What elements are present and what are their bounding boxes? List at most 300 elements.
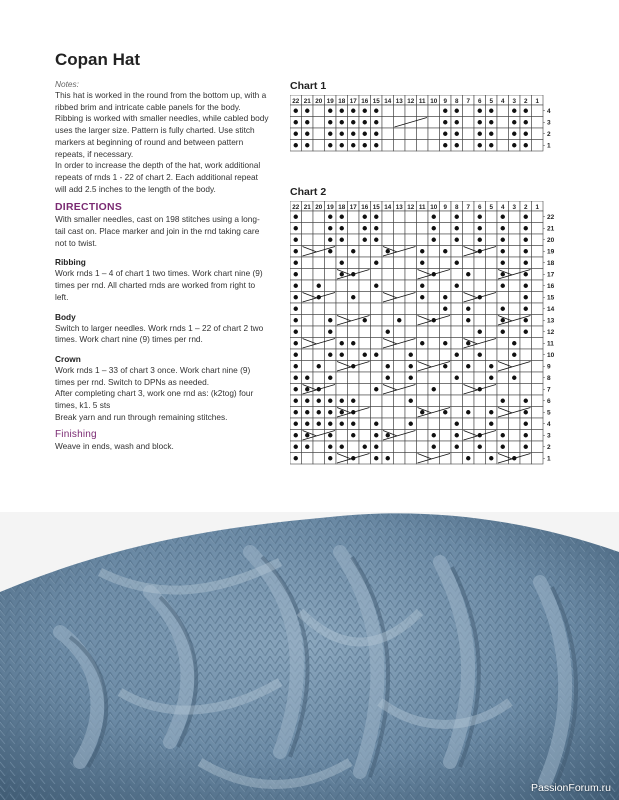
- chart2-col-label: 19: [326, 204, 334, 211]
- chart1-col-label: 5: [489, 98, 494, 105]
- chart2-cell: [509, 418, 521, 430]
- chart1-purl-dot: [294, 120, 298, 124]
- chart2-purl-dot: [501, 238, 505, 242]
- chart1-cell: [313, 140, 325, 152]
- chart2-cell: [348, 384, 360, 396]
- chart2-col-label: 2: [523, 204, 528, 211]
- chart2-purl-dot: [501, 399, 505, 403]
- chart1-purl-dot: [294, 143, 298, 147]
- chart2-col-label: 21: [303, 204, 311, 211]
- chart1-col-label: 1: [535, 98, 540, 105]
- chart2-purl-dot: [386, 364, 390, 368]
- chart2-cell: [428, 418, 440, 430]
- chart1-purl-dot: [489, 143, 493, 147]
- chart2-purl-dot: [374, 445, 378, 449]
- chart2-purl-dot: [340, 399, 344, 403]
- chart2-purl-dot: [501, 284, 505, 288]
- chart2-cell: [302, 292, 314, 304]
- chart2-cell: [486, 395, 498, 407]
- chart2-cell: [486, 384, 498, 396]
- chart2-purl-dot: [374, 284, 378, 288]
- chart2-cell: [463, 441, 475, 453]
- instructions-column: [55, 50, 270, 453]
- chart2-cell: [348, 303, 360, 315]
- chart1-col-label: 3: [512, 98, 517, 105]
- chart2-cell: [497, 418, 509, 430]
- chart2-cell: [474, 280, 486, 292]
- chart2-purl-dot: [478, 330, 482, 334]
- chart2-cell: [486, 223, 498, 235]
- chart2-purl-dot: [397, 318, 401, 322]
- chart2-purl-dot: [466, 341, 470, 345]
- chart2-cell: [532, 269, 544, 281]
- chart2-purl-dot: [374, 238, 378, 242]
- chart2-cell: [486, 257, 498, 269]
- chart2-cell: [451, 246, 463, 258]
- chart1-cell: [463, 128, 475, 140]
- chart2-cell: [451, 303, 463, 315]
- chart2-cell: [428, 280, 440, 292]
- chart2-cell: [451, 407, 463, 419]
- chart1-purl-dot: [524, 132, 528, 136]
- chart2-col-label: 11: [418, 204, 426, 211]
- chart2-cell: [394, 257, 406, 269]
- crown-text-3: Break yarn and run through remaining stitches.: [55, 411, 228, 422]
- chart2-cell: [497, 338, 509, 350]
- chart1-purl-dot: [478, 109, 482, 113]
- chart2-cell: [325, 292, 337, 304]
- chart1-purl-dot: [294, 109, 298, 113]
- chart2-purl-dot: [374, 261, 378, 265]
- chart2-cell: [440, 430, 452, 442]
- chart1-cell: [417, 117, 429, 129]
- chart2-purl-dot: [524, 330, 528, 334]
- chart2-purl-dot: [374, 456, 378, 460]
- chart2-cell: [371, 315, 383, 327]
- chart2-cell: [463, 430, 475, 442]
- chart2-purl-dot: [328, 249, 332, 253]
- chart2-purl-dot: [363, 318, 367, 322]
- chart2-purl-dot: [340, 410, 344, 414]
- chart1-cell: [417, 105, 429, 117]
- chart2-purl-dot: [501, 272, 505, 276]
- chart1-col-label: 8: [454, 98, 459, 105]
- chart2-cell: [359, 418, 371, 430]
- chart1-cell: [382, 117, 394, 129]
- chart2-purl-dot: [374, 422, 378, 426]
- chart2-cell: [382, 349, 394, 361]
- chart1-cell: [463, 117, 475, 129]
- chart1-col-label: 12: [407, 98, 415, 105]
- chart1-purl-dot: [305, 109, 309, 113]
- chart2-row-label: 2: [547, 444, 551, 452]
- chart2-cell: [417, 223, 429, 235]
- chart2-cell: [474, 303, 486, 315]
- chart1-cell: [532, 128, 544, 140]
- chart-1-block: [290, 80, 570, 162]
- chart2-purl-dot: [340, 261, 344, 265]
- chart2-purl-dot: [501, 261, 505, 265]
- chart2-cell: [474, 453, 486, 465]
- chart1-cell: [405, 105, 417, 117]
- chart2-purl-dot: [305, 445, 309, 449]
- chart2-purl-dot: [489, 364, 493, 368]
- chart2-cell: [348, 280, 360, 292]
- notes-paragraph-2: In order to increase the depth of the hat, work additional repeats of rnds 1 - 22 of chart 2. Each additional repeat will add 2.5 inches to the length of the body.: [55, 160, 261, 194]
- chart2-cell: [497, 407, 509, 419]
- chart2-cell: [394, 234, 406, 246]
- chart1-cell: [532, 105, 544, 117]
- chart2-cell: [359, 407, 371, 419]
- chart2-row-label: 4: [547, 421, 551, 429]
- chart2-purl-dot: [466, 410, 470, 414]
- chart1-cell: [405, 140, 417, 152]
- chart1-purl-dot: [374, 143, 378, 147]
- chart2-cell: [313, 223, 325, 235]
- chart2-purl-dot: [455, 215, 459, 219]
- chart2-cell: [348, 372, 360, 384]
- chart2-cell: [394, 407, 406, 419]
- chart2-cell: [382, 315, 394, 327]
- chart2-purl-dot: [478, 445, 482, 449]
- chart2-purl-dot: [294, 353, 298, 357]
- chart2-purl-dot: [294, 341, 298, 345]
- chart2-cell: [451, 395, 463, 407]
- chart1-purl-dot: [305, 143, 309, 147]
- chart2-cell: [532, 349, 544, 361]
- chart2-cell: [382, 338, 394, 350]
- chart2-cell: [463, 280, 475, 292]
- chart2-purl-dot: [328, 226, 332, 230]
- chart2-purl-dot: [386, 433, 390, 437]
- chart2-purl-dot: [501, 433, 505, 437]
- chart2-cell: [359, 257, 371, 269]
- chart2-cell: [325, 257, 337, 269]
- chart2-cell: [302, 269, 314, 281]
- chart1-purl-dot: [351, 109, 355, 113]
- chart2-cell: [382, 269, 394, 281]
- chart1-purl-dot: [443, 120, 447, 124]
- chart2-cell: [382, 418, 394, 430]
- chart2-purl-dot: [328, 238, 332, 242]
- chart1-cell: [417, 128, 429, 140]
- chart2-row-label: 16: [547, 283, 555, 291]
- chart1-purl-dot: [328, 143, 332, 147]
- chart2-cell: [336, 303, 348, 315]
- chart2-purl-dot: [501, 307, 505, 311]
- chart1-purl-dot: [443, 109, 447, 113]
- chart2-cell: [509, 395, 521, 407]
- chart2-purl-dot: [317, 364, 321, 368]
- chart1-purl-dot: [524, 109, 528, 113]
- chart1-purl-dot: [524, 143, 528, 147]
- chart2-purl-dot: [294, 387, 298, 391]
- chart2-row-label: 15: [547, 294, 555, 302]
- chart2-cell: [520, 361, 532, 373]
- chart1-col-label: 16: [361, 98, 369, 105]
- chart2-cell: [532, 361, 544, 373]
- chart2-cell: [474, 418, 486, 430]
- chart2-purl-dot: [328, 456, 332, 460]
- chart2-cell: [463, 418, 475, 430]
- chart2-cell: [359, 269, 371, 281]
- chart2-cell: [486, 211, 498, 223]
- chart2-purl-dot: [305, 387, 309, 391]
- chart2-cell: [382, 292, 394, 304]
- chart2-cell: [520, 338, 532, 350]
- chart2-cell: [509, 326, 521, 338]
- chart2-cell: [486, 269, 498, 281]
- chart1-cell: [532, 117, 544, 129]
- chart2-cell: [348, 441, 360, 453]
- chart1-purl-dot: [512, 132, 516, 136]
- chart2-cell: [382, 384, 394, 396]
- chart2-purl-dot: [455, 433, 459, 437]
- chart2-purl-dot: [351, 341, 355, 345]
- chart2-purl-dot: [351, 249, 355, 253]
- chart2-purl-dot: [420, 341, 424, 345]
- chart2-purl-dot: [374, 215, 378, 219]
- chart2-cell: [486, 234, 498, 246]
- chart2-cell: [302, 246, 314, 258]
- chart2-purl-dot: [305, 433, 309, 437]
- chart2-cell: [405, 280, 417, 292]
- chart2-cell: [428, 303, 440, 315]
- chart1-purl-dot: [478, 120, 482, 124]
- chart2-cell: [440, 418, 452, 430]
- chart2-cell: [417, 349, 429, 361]
- chart2-purl-dot: [340, 445, 344, 449]
- chart1-purl-dot: [524, 120, 528, 124]
- chart2-purl-dot: [374, 387, 378, 391]
- chart2-purl-dot: [294, 215, 298, 219]
- chart2-purl-dot: [294, 456, 298, 460]
- chart1-col-label: 10: [430, 98, 438, 105]
- notes-paragraph-1: This hat is worked in the round from the bottom up, with a ribbed brim and intricate cable panels for the body. Ribbing is worked with smaller needles, while cabled body uses the larger size. Pattern is fully charted. Use stitch markers at beginning of round and between pattern repeats, if necessary.: [55, 90, 269, 159]
- chart2-col-label: 8: [454, 204, 459, 211]
- chart2-cell: [348, 211, 360, 223]
- chart2-purl-dot: [489, 410, 493, 414]
- chart2-purl-dot: [524, 249, 528, 253]
- chart2-cell: [509, 292, 521, 304]
- chart2-purl-dot: [374, 353, 378, 357]
- chart2-purl-dot: [455, 376, 459, 380]
- chart1-purl-dot: [478, 132, 482, 136]
- chart1-purl-dot: [374, 120, 378, 124]
- chart1-col-label: 20: [315, 98, 323, 105]
- chart1-purl-dot: [489, 109, 493, 113]
- chart2-cell: [405, 292, 417, 304]
- chart2-col-label: 15: [372, 204, 380, 211]
- chart1-purl-dot: [478, 143, 482, 147]
- chart2-purl-dot: [328, 410, 332, 414]
- chart2-cell: [336, 453, 348, 465]
- chart2-col-label: 20: [315, 204, 323, 211]
- chart2-purl-dot: [294, 261, 298, 265]
- chart1-cell: [497, 140, 509, 152]
- chart1-cell: [428, 140, 440, 152]
- chart2-purl-dot: [328, 445, 332, 449]
- chart2-cell: [509, 303, 521, 315]
- chart2-purl-dot: [294, 238, 298, 242]
- chart-2-block: [290, 186, 570, 478]
- chart1-purl-dot: [443, 132, 447, 136]
- chart2-cell: [532, 246, 544, 258]
- chart2-purl-dot: [432, 387, 436, 391]
- chart1-purl-dot: [340, 120, 344, 124]
- chart2-cell: [532, 280, 544, 292]
- chart2-cell: [394, 326, 406, 338]
- chart2-cell: [394, 453, 406, 465]
- chart2-cell: [463, 292, 475, 304]
- chart2-purl-dot: [317, 422, 321, 426]
- chart2-cell: [417, 418, 429, 430]
- chart2-purl-dot: [466, 307, 470, 311]
- hat-photo: [0, 512, 619, 800]
- chart2-row-label: 11: [547, 340, 554, 348]
- chart2-cell: [463, 384, 475, 396]
- chart2-row-label: 12: [547, 329, 555, 337]
- chart1-cell: [394, 117, 406, 129]
- chart2-cell: [405, 246, 417, 258]
- chart2-cell: [474, 372, 486, 384]
- chart2-cell: [348, 349, 360, 361]
- chart1-col-label: 2: [523, 98, 528, 105]
- chart1-cell: [394, 105, 406, 117]
- chart2-purl-dot: [409, 376, 413, 380]
- chart2-cell: [520, 349, 532, 361]
- chart2-cell: [302, 257, 314, 269]
- chart2-cell: [371, 326, 383, 338]
- chart2-purl-dot: [501, 226, 505, 230]
- chart2-purl-dot: [340, 341, 344, 345]
- chart2-cell: [532, 338, 544, 350]
- chart2-purl-dot: [432, 215, 436, 219]
- chart2-cell: [440, 269, 452, 281]
- chart2-cell: [451, 326, 463, 338]
- chart2-cell: [474, 361, 486, 373]
- chart2-purl-dot: [524, 399, 528, 403]
- chart2-purl-dot: [501, 318, 505, 322]
- chart2-cell: [532, 315, 544, 327]
- chart2-cell: [302, 315, 314, 327]
- chart2-col-label: 3: [512, 204, 517, 211]
- chart2-col-label: 1: [535, 204, 540, 211]
- chart2-row-label: 1: [547, 455, 551, 463]
- chart1-purl-dot: [455, 132, 459, 136]
- chart2-cell: [428, 246, 440, 258]
- chart2-cell: [359, 338, 371, 350]
- chart1-col-label: 4: [500, 98, 505, 105]
- body-text: Switch to larger needles. Work rnds 1 – 22 of chart 2 two times. Work chart nine (9) times per rnd.: [55, 322, 264, 345]
- notes-label: Notes:: [55, 79, 79, 89]
- chart1-purl-dot: [455, 143, 459, 147]
- chart2-purl-dot: [386, 249, 390, 253]
- chart2-cell: [428, 338, 440, 350]
- chart2-cell: [371, 338, 383, 350]
- chart2-cell: [474, 315, 486, 327]
- chart1-purl-dot: [363, 143, 367, 147]
- chart2-purl-dot: [363, 353, 367, 357]
- chart2-cell: [474, 269, 486, 281]
- chart2-cell: [313, 326, 325, 338]
- chart2-purl-dot: [328, 376, 332, 380]
- chart2-cell: [497, 453, 509, 465]
- chart2-cell: [336, 361, 348, 373]
- chart1-purl-dot: [363, 120, 367, 124]
- chart2-cell: [486, 430, 498, 442]
- chart2-cell: [520, 453, 532, 465]
- chart2-cell: [417, 372, 429, 384]
- chart2-purl-dot: [363, 215, 367, 219]
- chart1-col-label: 7: [466, 98, 471, 105]
- chart2-purl-dot: [455, 226, 459, 230]
- chart2-cell: [417, 441, 429, 453]
- chart1-col-label: 6: [477, 98, 482, 105]
- chart1-row-label: 2: [547, 131, 551, 139]
- chart2-purl-dot: [420, 284, 424, 288]
- chart2-purl-dot: [489, 376, 493, 380]
- chart2-col-label: 13: [395, 204, 403, 211]
- chart2-cell: [532, 234, 544, 246]
- chart2-cell: [532, 292, 544, 304]
- chart1-purl-dot: [455, 109, 459, 113]
- chart2-cell: [325, 384, 337, 396]
- chart2-purl-dot: [466, 456, 470, 460]
- chart1-col-label: 17: [349, 98, 357, 105]
- chart1-purl-dot: [489, 132, 493, 136]
- chart2-cell: [463, 326, 475, 338]
- chart2-cell: [451, 269, 463, 281]
- chart2-cell: [428, 349, 440, 361]
- chart2-cell: [371, 269, 383, 281]
- chart1-cell: [313, 105, 325, 117]
- chart1-cell: [417, 140, 429, 152]
- chart2-cell: [486, 338, 498, 350]
- chart2-cell: [428, 292, 440, 304]
- chart2-cell: [313, 453, 325, 465]
- chart2-cell: [382, 441, 394, 453]
- chart2-cell: [428, 257, 440, 269]
- chart2-cell: [405, 384, 417, 396]
- chart2-col-label: 5: [489, 204, 494, 211]
- chart2-cell: [428, 372, 440, 384]
- chart2-cell: [302, 280, 314, 292]
- chart2-purl-dot: [328, 422, 332, 426]
- chart2-purl-dot: [294, 295, 298, 299]
- chart2-cell: [371, 395, 383, 407]
- chart2-row-label: 18: [547, 260, 555, 268]
- watermark-credit: PassionForum.ru: [531, 782, 611, 794]
- chart2-purl-dot: [478, 215, 482, 219]
- body-heading: Body: [55, 311, 76, 322]
- chart2-cell: [359, 395, 371, 407]
- chart2-cell: [428, 326, 440, 338]
- chart1-cell: [382, 105, 394, 117]
- chart2-cell: [302, 326, 314, 338]
- chart2-cell: [486, 292, 498, 304]
- chart2-cell: [359, 246, 371, 258]
- crown-heading: Crown: [55, 353, 81, 364]
- chart1-cell: [313, 117, 325, 129]
- chart2-cell: [405, 211, 417, 223]
- chart2-row-label: 3: [547, 432, 551, 440]
- chart-1-grid: [290, 95, 570, 157]
- chart2-cell: [302, 234, 314, 246]
- chart1-cell: [532, 140, 544, 152]
- chart2-cell: [302, 349, 314, 361]
- chart1-purl-dot: [351, 120, 355, 124]
